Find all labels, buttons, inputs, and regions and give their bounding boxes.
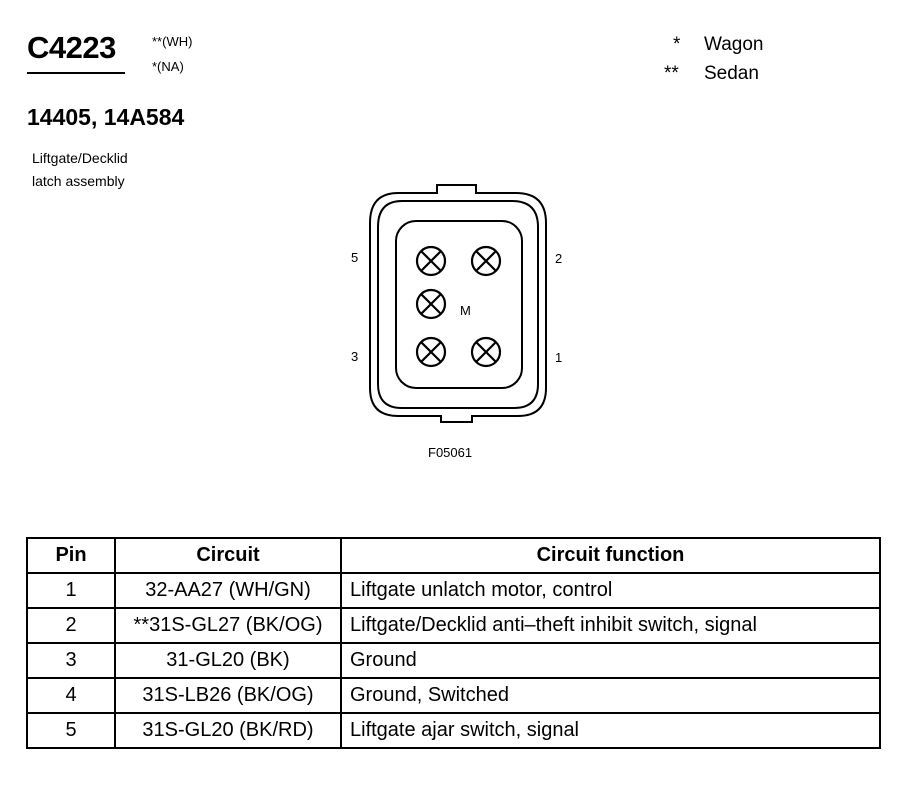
cell-circuit: 31-GL20 (BK): [115, 643, 341, 678]
legend-label-sedan: Sedan: [704, 63, 759, 84]
cell-circuit: 31S-GL20 (BK/RD): [115, 713, 341, 748]
connector-inner-shell: [378, 201, 538, 408]
part-numbers: 14405, 14A584: [27, 104, 185, 130]
legend-symbol-wagon: *: [673, 34, 681, 55]
header-pin: Pin: [27, 538, 115, 573]
pinout-table: [26, 537, 881, 749]
pin-label-2: 2: [555, 251, 563, 266]
cell-function: Liftgate/Decklid anti–theft inhibit switch, signal: [341, 608, 880, 643]
pin-label-1: 1: [555, 350, 563, 365]
pin-cavity-2: [472, 247, 500, 275]
cell-pin: 3: [27, 643, 115, 678]
variant-wh-label: **(WH): [152, 34, 193, 49]
cell-function: Ground, Switched: [341, 678, 880, 713]
table-row: [27, 643, 880, 678]
cell-circuit: 32-AA27 (WH/GN): [115, 573, 341, 608]
pin-cavity-4: [417, 290, 445, 318]
description-line-2: latch assembly: [32, 173, 125, 189]
cell-pin: 1: [27, 573, 115, 608]
cell-function: Liftgate ajar switch, signal: [341, 713, 880, 748]
table-row: [27, 573, 880, 608]
table-row: [27, 608, 880, 643]
header-circuit-function: Circuit function: [341, 538, 880, 573]
table-header-row: [27, 538, 880, 573]
cell-pin: 5: [27, 713, 115, 748]
pin-cavity-3: [417, 338, 445, 366]
cell-function: Ground: [341, 643, 880, 678]
pin-cavity-1: [472, 338, 500, 366]
figure-id: F05061: [428, 445, 473, 460]
legend-symbol-sedan: **: [664, 63, 679, 84]
table-row: [27, 678, 880, 713]
cell-circuit: **31S-GL27 (BK/OG): [115, 608, 341, 643]
pin-cavity-5: [417, 247, 445, 275]
cell-function: Liftgate unlatch motor, control: [341, 573, 880, 608]
cell-pin: 2: [27, 608, 115, 643]
description-line-1: Liftgate/Decklid: [32, 150, 128, 166]
table-row: [27, 713, 880, 748]
variant-na-label: *(NA): [152, 59, 184, 74]
cell-circuit: 31S-LB26 (BK/OG): [115, 678, 341, 713]
cell-pin: 4: [27, 678, 115, 713]
connector-cavity-outline: [396, 221, 522, 388]
pin-label-3: 3: [351, 349, 359, 364]
pin-label-5: 5: [351, 250, 359, 265]
legend-label-wagon: Wagon: [704, 34, 764, 55]
connector-id: C4223: [27, 30, 116, 65]
header-circuit: Circuit: [115, 538, 341, 573]
center-label: M: [460, 303, 471, 318]
